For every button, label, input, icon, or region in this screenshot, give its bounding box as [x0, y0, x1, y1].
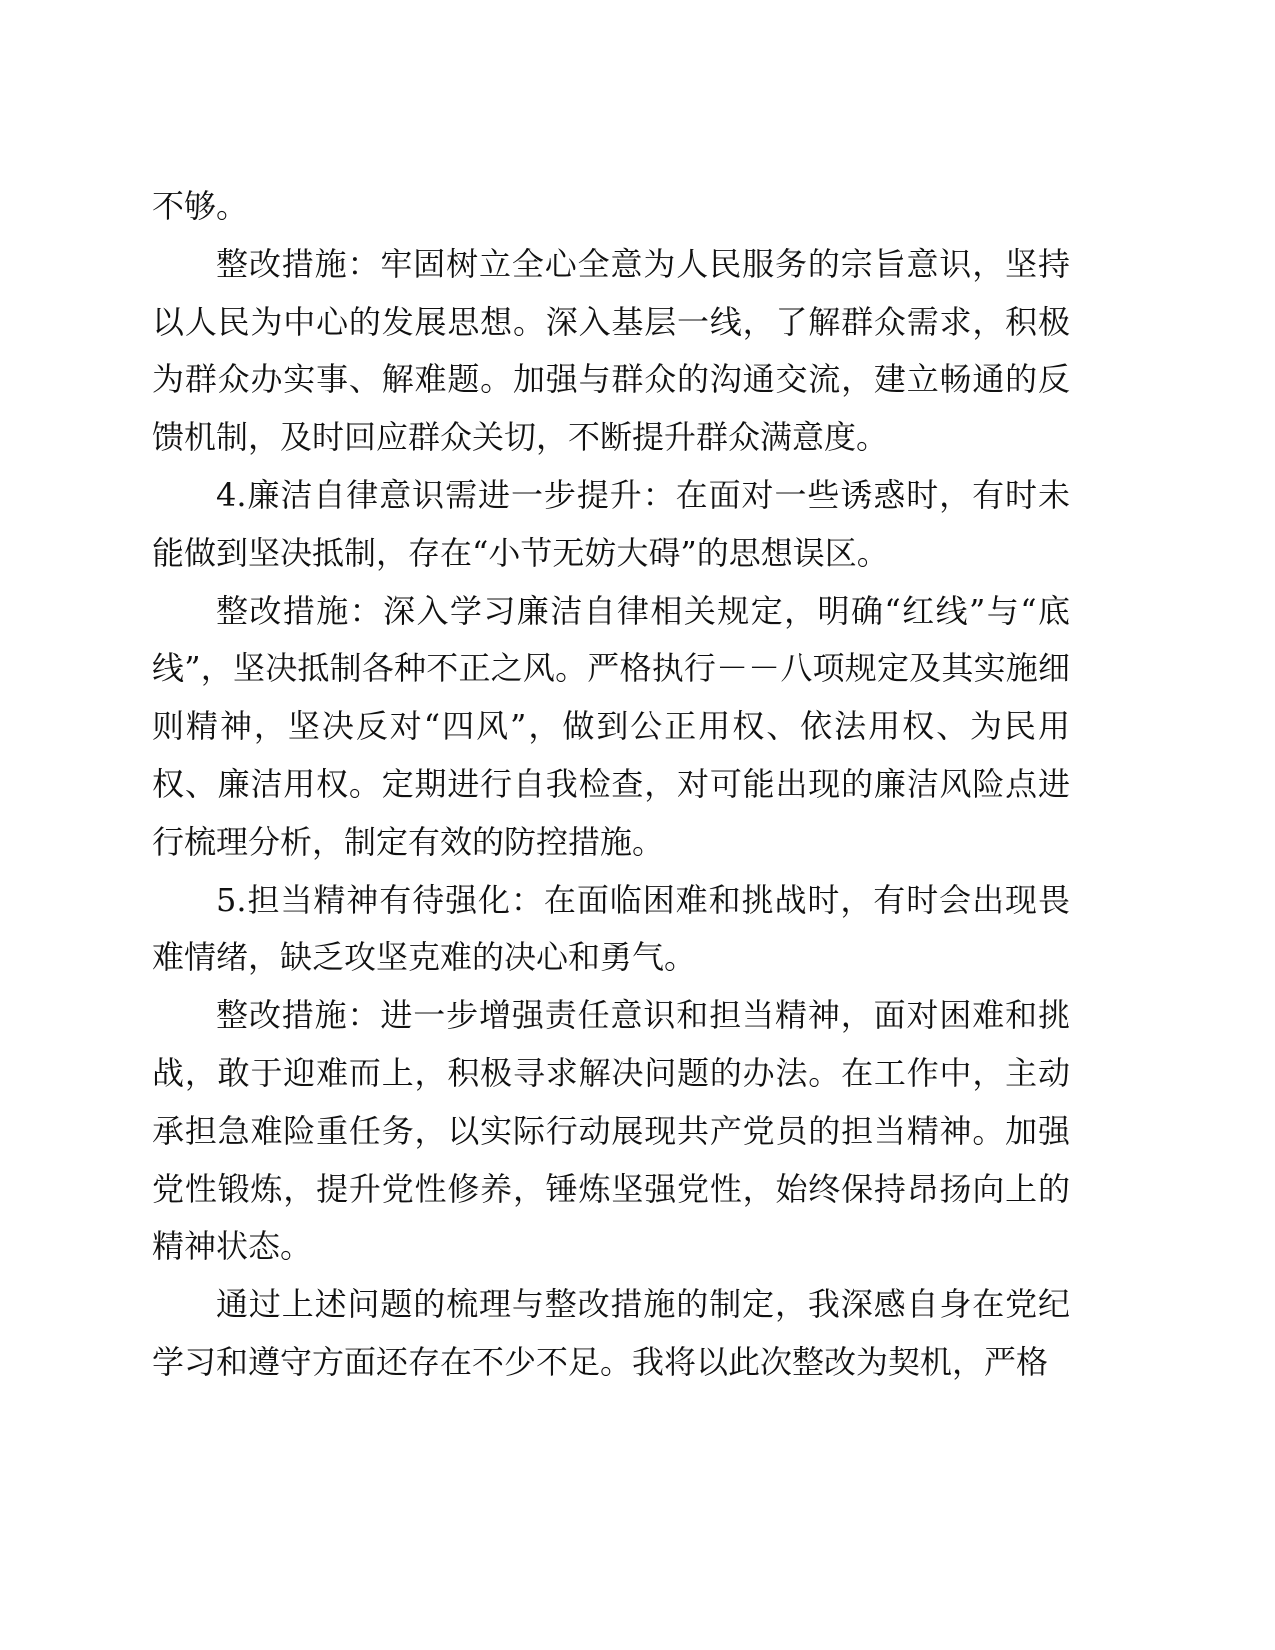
paragraph-continuation: 不够。	[152, 187, 249, 225]
paragraph-issue-5: 5.担当精神有待强化：在面临困难和挑战时，有时会出现畏难情绪，缺乏攻坚克难的决心和勇气。	[152, 880, 1070, 977]
paragraph-conclusion: 通过上述问题的梳理与整改措施的制定，我深感自身在党纪学习和遵守方面还存在不少不足。我将以此次整改为契机，严格	[152, 1285, 1070, 1381]
paragraph-rectification-5: 整改措施：进一步增强责任意识和担当精神，面对困难和挑战，敢于迎难而上，积极寻求解决问题的办法。在工作中，主动承担急难险重任务，以实际行动展现共产党员的担当精神。加强党性锻炼，提升党性修养，锤炼坚强党性，始终保持昂扬向上的精神状态。	[152, 996, 1070, 1266]
paragraph-rectification-4: 整改措施：深入学习廉洁自律相关规定，明确“红线”与“底线”，坚决抵制各种不正之风。严格执行－－八项规定及其实施细则精神，坚决反对“四风”，做到公正用权、依法用权、为民用权、廉洁用权。定期进行自我检查，对可能出现的廉洁风险点进行梳理分析，制定有效的防控措施。	[152, 591, 1070, 861]
paragraph-issue-4: 4.廉洁自律意识需进一步提升：在面对一些诱惑时，有时未能做到坚决抵制，存在“小节无妨大碍”的思想误区。	[152, 475, 1070, 572]
document-body	[152, 178, 1070, 1392]
paragraph-rectification-3: 整改措施：牢固树立全心全意为人民服务的宗旨意识，坚持以人民为中心的发展思想。深入基层一线，了解群众需求，积极为群众办实事、解难题。加强与群众的沟通交流，建立畅通的反馈机制，及时回应群众关切，不断提升群众满意度。	[152, 244, 1070, 457]
